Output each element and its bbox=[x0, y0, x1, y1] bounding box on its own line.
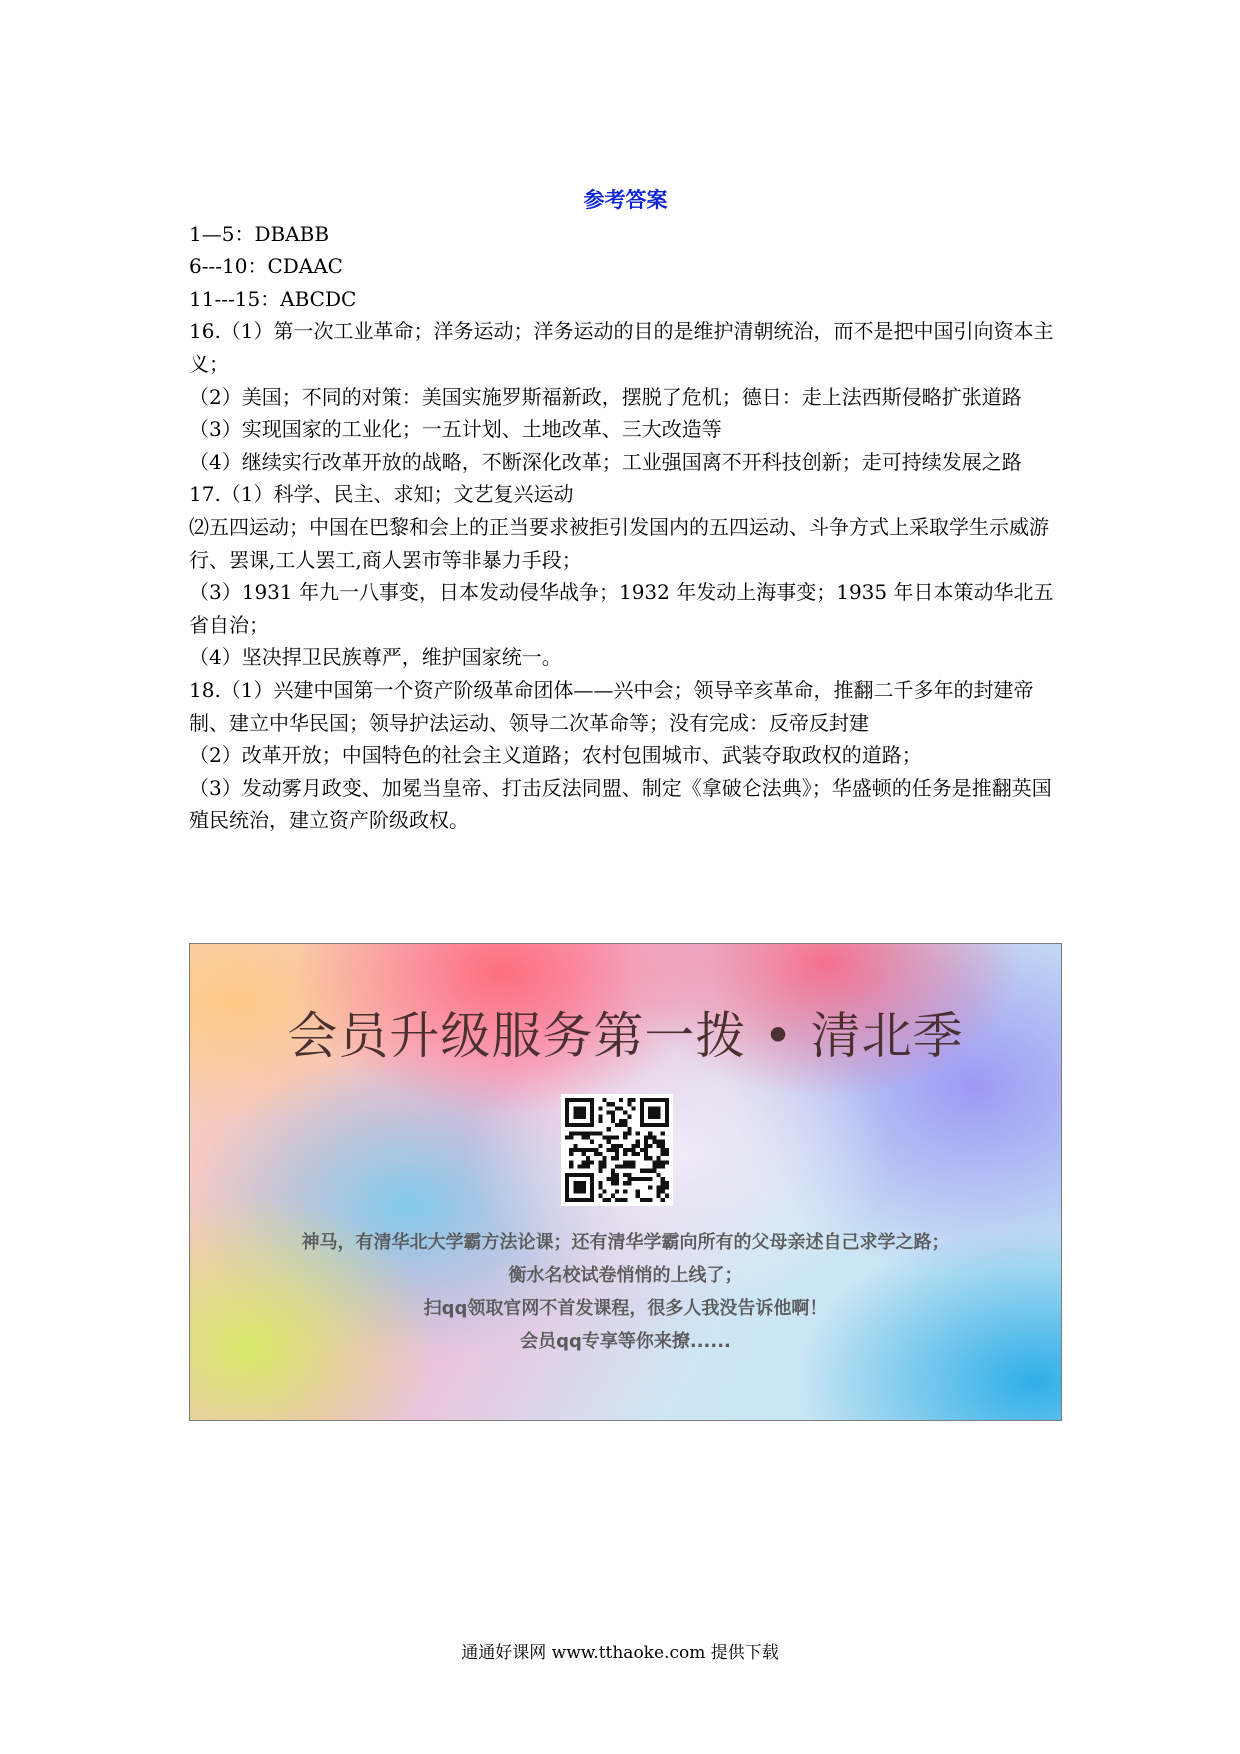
promo-line: 会员qq专享等你来撩...... bbox=[520, 1331, 731, 1352]
qr-code-graphic bbox=[565, 1098, 669, 1202]
answer-line: 11---15：ABCDC bbox=[189, 286, 357, 311]
promo-banner bbox=[189, 943, 1062, 1421]
answer-line: （2）改革开放；中国特色的社会主义道路；农村包围城市、武装夺取政权的道路； bbox=[189, 743, 922, 768]
footer-text: 通通好课网 www.tthaoke.com 提供下载 bbox=[461, 1643, 779, 1663]
answer-line: 1—5：DBABB bbox=[189, 221, 330, 246]
answer-line: 17.（1）科学、民主、求知；文艺复兴运动 bbox=[189, 482, 574, 507]
answer-line: （3）实现国家的工业化；一五计划、土地改革、三大改造等 bbox=[189, 417, 722, 442]
answer-line: （3）发动雾月政变、加冕当皇帝、打击反法同盟、制定《拿破仑法典》；华盛顿的任务是推翻英国殖民统治，建立资产阶级政权。 bbox=[189, 775, 1052, 833]
page-title: 参考答案 bbox=[583, 187, 668, 212]
answer-line: （2）美国；不同的对策：美国实施罗斯福新政，摆脱了危机；德日：走上法西斯侵略扩张道路 bbox=[189, 384, 1022, 409]
promo-text bbox=[190, 1226, 1061, 1358]
promo-line: 神马，有清华北大学霸方法论课；还有清华学霸向所有的父母亲述自己求学之路； bbox=[301, 1232, 950, 1253]
answer-line: （3）1931 年九一八事变，日本发动侵华战争；1932 年发动上海事变；1935 年日本策动华北五省自治； bbox=[189, 580, 1054, 637]
answer-line: （4）继续实行改革开放的战略，不断深化改革；工业强国离不开科技创新；走可持续发展之路 bbox=[189, 449, 1022, 474]
qr-code-icon[interactable] bbox=[561, 1094, 673, 1206]
promo-line: 衡水名校试卷悄悄的上线了； bbox=[508, 1265, 743, 1286]
answer-line: ⑵五四运动；中国在巴黎和会上的正当要求被拒引发国内的五四运动、斗争方式上采取学生示威游行、罢课,工人罢工,商人罢市等非暴力手段； bbox=[189, 514, 1049, 572]
answer-section bbox=[189, 184, 1062, 837]
answer-line: （4）坚决捍卫民族尊严，维护国家统一。 bbox=[189, 645, 562, 670]
promo-line: 扫qq领取官网不首发课程，很多人我没告诉他啊！ bbox=[423, 1298, 828, 1319]
answer-line: 18.（1）兴建中国第一个资产阶级革命团体——兴中会；领导辛亥革命，推翻二千多年的封建帝制、建立中华民国；领导护法运动、领导二次革命等；没有完成：反帝反封建 bbox=[189, 677, 1034, 735]
answer-line: 6---10：CDAAC bbox=[189, 254, 343, 279]
answer-line: 16.（1）第一次工业革命；洋务运动；洋务运动的目的是维护清朝统治，而不是把中国引向资本主义； bbox=[189, 319, 1054, 376]
banner-title: 会员升级服务第一拨 • 清北季 bbox=[287, 1007, 964, 1065]
